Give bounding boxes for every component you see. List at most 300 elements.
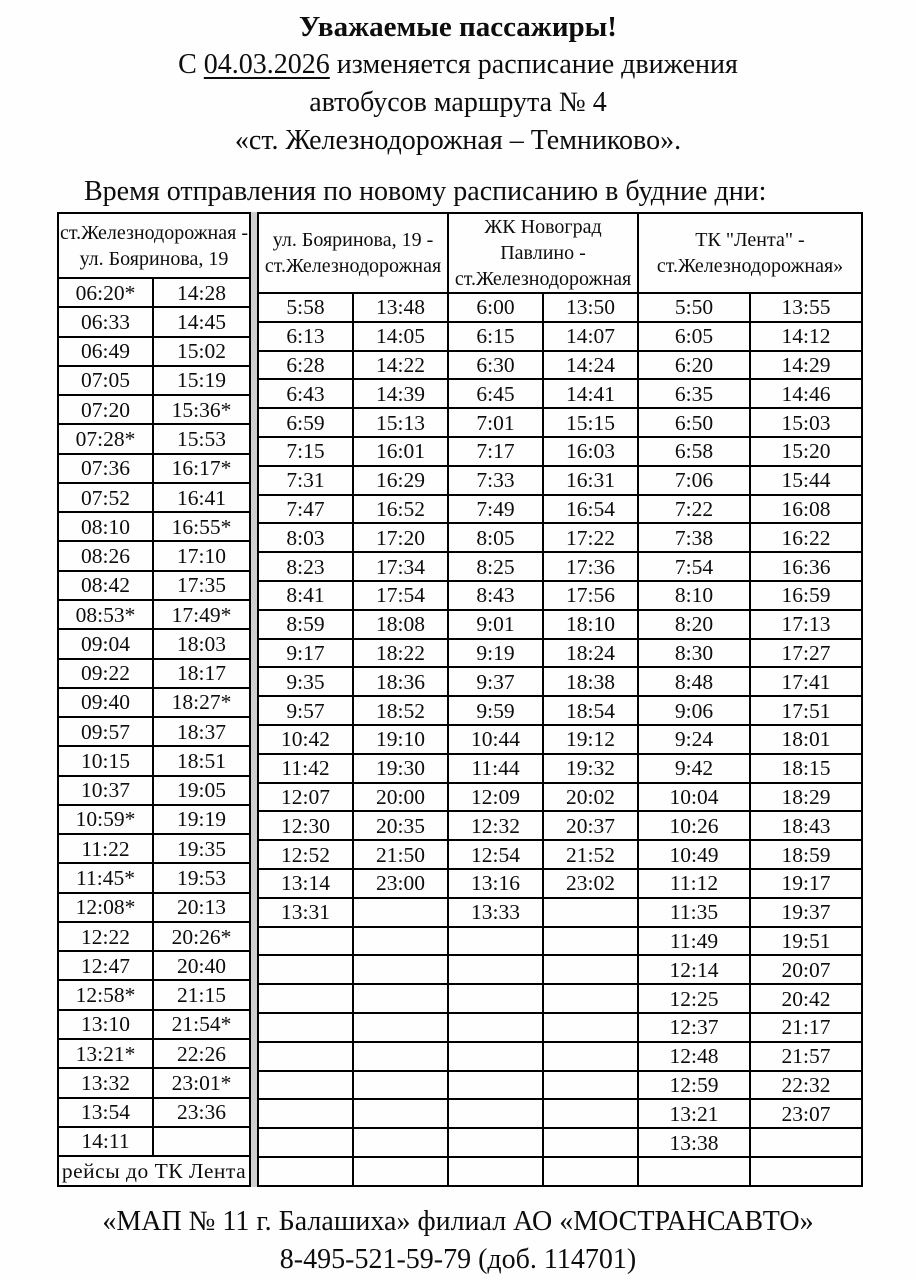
departure-time-cell xyxy=(353,1099,448,1128)
departure-time-cell: 17:22 xyxy=(543,523,638,552)
departure-time-cell: 7:49 xyxy=(448,495,543,524)
departure-time-cell: 20:00 xyxy=(353,783,448,812)
timetable-row xyxy=(58,337,250,366)
effective-date: 04.03.2026 xyxy=(203,49,330,80)
departure-time-cell: 15:20 xyxy=(750,437,862,466)
departure-time-cell xyxy=(448,1099,543,1128)
departure-time-cell: 15:44 xyxy=(750,466,862,495)
departure-time-cell: 6:59 xyxy=(258,408,353,437)
timetable-row xyxy=(58,395,250,424)
departure-time-cell: 14:46 xyxy=(750,379,862,408)
departure-time-cell: 06:33 xyxy=(58,307,153,336)
departure-time-cell: 18:59 xyxy=(750,840,862,869)
departure-time-cell xyxy=(448,1013,543,1042)
departure-time-cell: 18:15 xyxy=(750,754,862,783)
timetable-row xyxy=(258,379,862,408)
departure-time-cell: 09:57 xyxy=(58,717,153,746)
timetable-row xyxy=(58,717,250,746)
departure-time-cell: 8:41 xyxy=(258,581,353,610)
timetable-row xyxy=(258,610,862,639)
departure-time-cell: 19:51 xyxy=(750,927,862,956)
timetable-row xyxy=(58,366,250,395)
departure-time-cell: 20:35 xyxy=(353,811,448,840)
departure-time-cell: 14:24 xyxy=(543,351,638,380)
departure-time-cell xyxy=(258,927,353,956)
departure-time-cell xyxy=(353,984,448,1013)
departure-time-cell: 15:13 xyxy=(353,408,448,437)
departure-time-cell xyxy=(258,1099,353,1128)
departure-time-cell: 15:53 xyxy=(153,424,250,453)
departure-time-cell: 13:48 xyxy=(353,293,448,322)
notice-route-name-line: «ст. Железнодорожная – Темниково». xyxy=(234,125,682,156)
departure-time-cell: 18:43 xyxy=(750,811,862,840)
departure-time-cell: 07:05 xyxy=(58,366,153,395)
departure-time-cell: 17:10 xyxy=(153,541,250,570)
timetable-row xyxy=(58,424,250,453)
departure-time-cell: 23:00 xyxy=(353,869,448,898)
departure-time-cell: 8:20 xyxy=(638,610,750,639)
departure-time-cell: 5:50 xyxy=(638,293,750,322)
departure-time-cell xyxy=(258,955,353,984)
departure-time-cell: 6:43 xyxy=(258,379,353,408)
timetable-row xyxy=(258,322,862,351)
departure-time-cell: 9:24 xyxy=(638,725,750,754)
departure-time-cell: 19:53 xyxy=(153,863,250,892)
timetable-row xyxy=(58,863,250,892)
departure-time-cell: 16:59 xyxy=(750,581,862,610)
departure-time-cell: 19:05 xyxy=(153,776,250,805)
departure-time-cell: 14:12 xyxy=(750,322,862,351)
departure-time-cell: 18:37 xyxy=(153,717,250,746)
departure-time-cell xyxy=(448,927,543,956)
footer-phone: 8-495-521-59-79 (доб. 114701) xyxy=(279,1243,637,1275)
departure-time-cell: 17:27 xyxy=(750,639,862,668)
departure-time-cell xyxy=(543,955,638,984)
departure-time-cell: 07:28* xyxy=(58,424,153,453)
departure-time-cell: 9:35 xyxy=(258,667,353,696)
departure-time-cell: 12:59 xyxy=(638,1071,750,1100)
timetable-row xyxy=(258,523,862,552)
departure-time-cell: 20:37 xyxy=(543,811,638,840)
timetable-row xyxy=(258,351,862,380)
departure-time-cell xyxy=(353,898,448,927)
timetable-row xyxy=(58,951,250,980)
departure-time-cell: 13:33 xyxy=(448,898,543,927)
departure-time-cell xyxy=(353,1157,448,1186)
departure-time-cell: 8:48 xyxy=(638,667,750,696)
departure-time-cell: 11:49 xyxy=(638,927,750,956)
departure-time-cell: 18:36 xyxy=(353,667,448,696)
departure-time-cell: 17:34 xyxy=(353,552,448,581)
departure-time-cell xyxy=(258,984,353,1013)
timetable-row xyxy=(258,696,862,725)
column-group-header xyxy=(58,213,250,278)
timetable-row xyxy=(258,293,862,322)
departure-time-cell: 13:50 xyxy=(543,293,638,322)
timetable-row xyxy=(58,893,250,922)
departure-time-cell: 09:40 xyxy=(58,688,153,717)
departure-time-cell: 09:22 xyxy=(58,659,153,688)
departure-time-cell: 21:54* xyxy=(153,1010,250,1039)
departure-time-cell xyxy=(258,1013,353,1042)
departure-time-cell: 19:17 xyxy=(750,869,862,898)
departure-time-cell xyxy=(543,898,638,927)
departure-time-cell: 14:45 xyxy=(153,307,250,336)
departure-time-cell: 17:20 xyxy=(353,523,448,552)
timetable-row xyxy=(258,437,862,466)
departure-time-cell: 11:35 xyxy=(638,898,750,927)
notice-title: Уважаемые пассажиры! xyxy=(299,11,617,43)
departure-time-cell: 7:38 xyxy=(638,523,750,552)
departure-time-cell: 8:30 xyxy=(638,639,750,668)
departure-time-cell: 18:08 xyxy=(353,610,448,639)
departure-time-cell: 22:26 xyxy=(153,1039,250,1068)
departure-time-cell: 19:12 xyxy=(543,725,638,754)
departure-time-cell: 7:33 xyxy=(448,466,543,495)
departure-time-cell: 13:16 xyxy=(448,869,543,898)
departure-time-cell: 8:05 xyxy=(448,523,543,552)
departure-time-cell: 9:01 xyxy=(448,610,543,639)
departure-time-cell: 11:42 xyxy=(258,754,353,783)
departure-time-cell: 12:07 xyxy=(258,783,353,812)
timetable-right xyxy=(257,212,863,1187)
departure-time-cell: 11:45* xyxy=(58,863,153,892)
timetable-row xyxy=(258,581,862,610)
departure-time-cell: 17:54 xyxy=(353,581,448,610)
timetable-left xyxy=(57,212,251,1187)
timetable-row xyxy=(258,754,862,783)
departure-time-cell: 6:13 xyxy=(258,322,353,351)
departure-time-cell: 09:04 xyxy=(58,629,153,658)
departure-time-cell: 17:49* xyxy=(153,600,250,629)
departure-time-cell: 07:20 xyxy=(58,395,153,424)
departure-time-cell: 7:22 xyxy=(638,495,750,524)
departure-time-cell: 21:52 xyxy=(543,840,638,869)
departure-time-cell: 20:02 xyxy=(543,783,638,812)
timetable-row xyxy=(58,659,250,688)
departure-time-cell: 14:39 xyxy=(353,379,448,408)
departure-time-cell: 9:59 xyxy=(448,696,543,725)
departure-time-cell xyxy=(353,1013,448,1042)
timetable-row xyxy=(58,805,250,834)
departure-time-cell: 16:52 xyxy=(353,495,448,524)
timetable-row xyxy=(258,725,862,754)
timetable-row xyxy=(258,898,862,927)
timetable-row xyxy=(58,1039,250,1068)
timetable-row xyxy=(258,1071,862,1100)
departure-time-cell: 17:13 xyxy=(750,610,862,639)
departure-time-cell: 12:14 xyxy=(638,955,750,984)
departure-time-cell: 7:01 xyxy=(448,408,543,437)
departure-time-cell: 13:14 xyxy=(258,869,353,898)
departure-time-cell: 7:54 xyxy=(638,552,750,581)
timetable-row xyxy=(258,408,862,437)
departure-time-cell: 13:10 xyxy=(58,1010,153,1039)
departure-time-cell: 12:58* xyxy=(58,980,153,1009)
departure-time-cell xyxy=(353,955,448,984)
departure-time-cell xyxy=(543,1013,638,1042)
departure-time-cell: 08:42 xyxy=(58,571,153,600)
departure-time-cell: 9:42 xyxy=(638,754,750,783)
timetable-row xyxy=(58,1010,250,1039)
column-group-header-line: ст.Железнодорожная» xyxy=(656,255,844,277)
departure-time-cell: 18:24 xyxy=(543,639,638,668)
timetable-row xyxy=(58,922,250,951)
departure-time-cell xyxy=(258,1157,353,1186)
departure-time-cell: 19:32 xyxy=(543,754,638,783)
timetable-row xyxy=(258,869,862,898)
timetable-row xyxy=(58,834,250,863)
departure-time-cell: 14:22 xyxy=(353,351,448,380)
column-group-header-line: ст.Железнодорожная - xyxy=(60,221,248,244)
departure-time-cell: 8:03 xyxy=(258,523,353,552)
departure-time-cell: 6:00 xyxy=(448,293,543,322)
departure-time-cell: 8:23 xyxy=(258,552,353,581)
timetable-row xyxy=(58,278,250,307)
departure-time-cell: 16:17* xyxy=(153,454,250,483)
departure-time-cell: 12:25 xyxy=(638,984,750,1013)
departure-time-cell: 23:01* xyxy=(153,1068,250,1097)
departure-time-cell xyxy=(353,927,448,956)
departure-time-cell: 13:38 xyxy=(638,1128,750,1157)
footer-organization: «МАП № 11 г. Балашиха» филиал АО «МОСТРАНСАВТО» xyxy=(102,1205,814,1237)
departure-time-cell: 12:52 xyxy=(258,840,353,869)
departure-time-cell: 06:49 xyxy=(58,337,153,366)
column-group-header-line: ЖК Новоград Павлино - xyxy=(484,216,602,264)
timetable-header-row xyxy=(58,213,250,278)
departure-time-cell: 7:06 xyxy=(638,466,750,495)
timetable-row xyxy=(258,1099,862,1128)
departure-time-cell: 10:49 xyxy=(638,840,750,869)
departure-time-cell: 18:17 xyxy=(153,659,250,688)
timetable-row xyxy=(258,1157,862,1186)
departure-time-cell xyxy=(258,1042,353,1071)
departure-time-cell: 08:10 xyxy=(58,512,153,541)
departure-time-cell: 18:27* xyxy=(153,688,250,717)
departure-time-cell: 17:51 xyxy=(750,696,862,725)
departure-time-cell: 08:26 xyxy=(58,541,153,570)
departure-time-cell: 12:48 xyxy=(638,1042,750,1071)
timetable-row xyxy=(258,667,862,696)
departure-time-cell: 14:11 xyxy=(58,1127,153,1156)
departure-time-cell: 16:08 xyxy=(750,495,862,524)
departure-time-cell: 15:02 xyxy=(153,337,250,366)
departure-time-cell xyxy=(353,1128,448,1157)
departure-time-cell xyxy=(638,1157,750,1186)
departure-time-cell: 16:41 xyxy=(153,483,250,512)
departure-time-cell: 12:37 xyxy=(638,1013,750,1042)
departure-time-cell xyxy=(448,1071,543,1100)
departure-time-cell: 10:44 xyxy=(448,725,543,754)
timetable-row xyxy=(258,840,862,869)
departure-time-cell: 11:12 xyxy=(638,869,750,898)
column-group-header-line: ул. Бояринова, 19 - xyxy=(272,229,434,251)
departure-time-cell: 20:13 xyxy=(153,893,250,922)
column-group-header-line: ул. Бояринова, 19 xyxy=(79,247,229,270)
departure-time-cell: 8:10 xyxy=(638,581,750,610)
departure-time-cell: 13:32 xyxy=(58,1068,153,1097)
departure-time-cell: 10:15 xyxy=(58,746,153,775)
departure-time-cell xyxy=(543,1128,638,1157)
timetable-row xyxy=(58,776,250,805)
departure-time-cell: 13:31 xyxy=(258,898,353,927)
departure-time-cell: 14:29 xyxy=(750,351,862,380)
departure-time-cell: 18:03 xyxy=(153,629,250,658)
departure-time-cell: 12:47 xyxy=(58,951,153,980)
timetable-row xyxy=(258,783,862,812)
departure-time-cell xyxy=(543,984,638,1013)
departure-time-cell: 19:35 xyxy=(153,834,250,863)
departure-time-cell xyxy=(543,927,638,956)
departure-time-cell: 14:07 xyxy=(543,322,638,351)
date-line-suffix: изменяется расписание движения xyxy=(329,49,738,80)
departure-time-cell: 18:01 xyxy=(750,725,862,754)
departure-time-cell: 6:35 xyxy=(638,379,750,408)
departure-time-cell: 9:57 xyxy=(258,696,353,725)
schedule-tables xyxy=(57,212,916,1187)
departure-time-cell: 18:29 xyxy=(750,783,862,812)
departure-time-cell: 16:36 xyxy=(750,552,862,581)
departure-time-cell: 9:37 xyxy=(448,667,543,696)
departure-time-cell: 18:22 xyxy=(353,639,448,668)
departure-time-cell xyxy=(258,1071,353,1100)
departure-time-cell xyxy=(448,1128,543,1157)
departure-time-cell: 6:05 xyxy=(638,322,750,351)
departure-time-cell: 17:56 xyxy=(543,581,638,610)
departure-time-cell: 20:40 xyxy=(153,951,250,980)
departure-time-cell: 07:52 xyxy=(58,483,153,512)
departure-time-cell: 16:22 xyxy=(750,523,862,552)
timetable-row xyxy=(58,688,250,717)
timetable-row xyxy=(58,571,250,600)
timetable-row xyxy=(58,483,250,512)
departure-time-cell: 13:21 xyxy=(638,1099,750,1128)
timetable-row xyxy=(258,466,862,495)
departure-time-cell: 23:07 xyxy=(750,1099,862,1128)
timetable-row xyxy=(58,600,250,629)
departure-time-cell: 17:35 xyxy=(153,571,250,600)
departure-time-cell: 6:15 xyxy=(448,322,543,351)
departure-time-cell xyxy=(448,984,543,1013)
departure-time-cell: 13:21* xyxy=(58,1039,153,1068)
departure-time-cell: 18:10 xyxy=(543,610,638,639)
departure-time-cell: 7:15 xyxy=(258,437,353,466)
departure-time-cell xyxy=(750,1128,862,1157)
departure-time-cell xyxy=(543,1099,638,1128)
timetable-row xyxy=(58,1098,250,1127)
timetable-row xyxy=(258,984,862,1013)
departure-time-cell xyxy=(448,1157,543,1186)
timetable-row xyxy=(258,1128,862,1157)
timetable-row xyxy=(58,454,250,483)
departure-time-cell: 12:22 xyxy=(58,922,153,951)
departure-time-cell: 16:55* xyxy=(153,512,250,541)
departure-time-cell: 6:20 xyxy=(638,351,750,380)
departure-time-cell: 6:50 xyxy=(638,408,750,437)
departure-time-cell xyxy=(448,955,543,984)
timetable-row xyxy=(258,639,862,668)
departure-time-cell: 21:50 xyxy=(353,840,448,869)
timetable-row xyxy=(258,927,862,956)
timetable-note-row xyxy=(58,1156,250,1186)
column-group-header-line: ст.Железнодорожная xyxy=(264,255,442,277)
timetable-row xyxy=(258,955,862,984)
timetable-row xyxy=(58,512,250,541)
departure-time-cell: 19:10 xyxy=(353,725,448,754)
departure-time-cell: 18:52 xyxy=(353,696,448,725)
departure-time-cell xyxy=(353,1042,448,1071)
timetable-row xyxy=(258,495,862,524)
column-group-header xyxy=(258,213,448,293)
departure-time-cell: 10:37 xyxy=(58,776,153,805)
departure-time-cell: 13:55 xyxy=(750,293,862,322)
departure-time-cell: 07:36 xyxy=(58,454,153,483)
departure-time-cell: 10:04 xyxy=(638,783,750,812)
departure-time-cell: 19:37 xyxy=(750,898,862,927)
departure-time-cell: 14:28 xyxy=(153,278,250,307)
timetable-row xyxy=(58,541,250,570)
departure-time-cell: 12:08* xyxy=(58,893,153,922)
departure-time-cell: 18:51 xyxy=(153,746,250,775)
departure-time-cell: 16:31 xyxy=(543,466,638,495)
departure-time-cell: 20:26* xyxy=(153,922,250,951)
departure-time-cell: 8:25 xyxy=(448,552,543,581)
departure-time-cell: 19:30 xyxy=(353,754,448,783)
departure-time-cell xyxy=(543,1042,638,1071)
departure-time-cell: 9:19 xyxy=(448,639,543,668)
departure-time-cell: 21:17 xyxy=(750,1013,862,1042)
departure-time-cell: 22:32 xyxy=(750,1071,862,1100)
departure-time-cell: 7:17 xyxy=(448,437,543,466)
column-group-header-line: ст.Железнодорожная xyxy=(454,268,632,290)
timetable-row xyxy=(258,552,862,581)
departure-time-cell: 23:02 xyxy=(543,869,638,898)
timetable-row xyxy=(58,629,250,658)
departure-time-cell: 06:20* xyxy=(58,278,153,307)
departure-time-cell: 21:57 xyxy=(750,1042,862,1071)
timetable-row xyxy=(258,1013,862,1042)
departure-time-cell: 21:15 xyxy=(153,980,250,1009)
departure-time-cell: 6:28 xyxy=(258,351,353,380)
departure-time-cell: 9:06 xyxy=(638,696,750,725)
departure-time-cell: 17:41 xyxy=(750,667,862,696)
timetable-header-row xyxy=(258,213,862,293)
departure-time-cell: 12:09 xyxy=(448,783,543,812)
departure-time-cell: 10:59* xyxy=(58,805,153,834)
departure-time-cell: 12:32 xyxy=(448,811,543,840)
departure-time-cell: 16:54 xyxy=(543,495,638,524)
timetable-row xyxy=(58,980,250,1009)
departure-time-cell: 23:36 xyxy=(153,1098,250,1127)
departure-time-cell: 10:26 xyxy=(638,811,750,840)
departure-time-cell: 16:01 xyxy=(353,437,448,466)
schedule-intro: Время отправления по новому расписанию в будние дни: xyxy=(84,176,767,207)
departure-time-cell: 12:54 xyxy=(448,840,543,869)
departure-time-cell: 15:03 xyxy=(750,408,862,437)
departure-time-cell xyxy=(353,1071,448,1100)
departure-time-cell: 8:59 xyxy=(258,610,353,639)
departure-time-cell: 16:29 xyxy=(353,466,448,495)
timetable-row xyxy=(258,1042,862,1071)
departure-time-cell: 6:30 xyxy=(448,351,543,380)
date-line-prefix: С xyxy=(178,49,204,80)
departure-time-cell xyxy=(750,1157,862,1186)
departure-time-cell: 15:19 xyxy=(153,366,250,395)
notice-effective-date-line xyxy=(0,46,916,84)
departure-time-cell: 11:22 xyxy=(58,834,153,863)
departure-time-cell: 19:19 xyxy=(153,805,250,834)
departure-time-cell: 08:53* xyxy=(58,600,153,629)
